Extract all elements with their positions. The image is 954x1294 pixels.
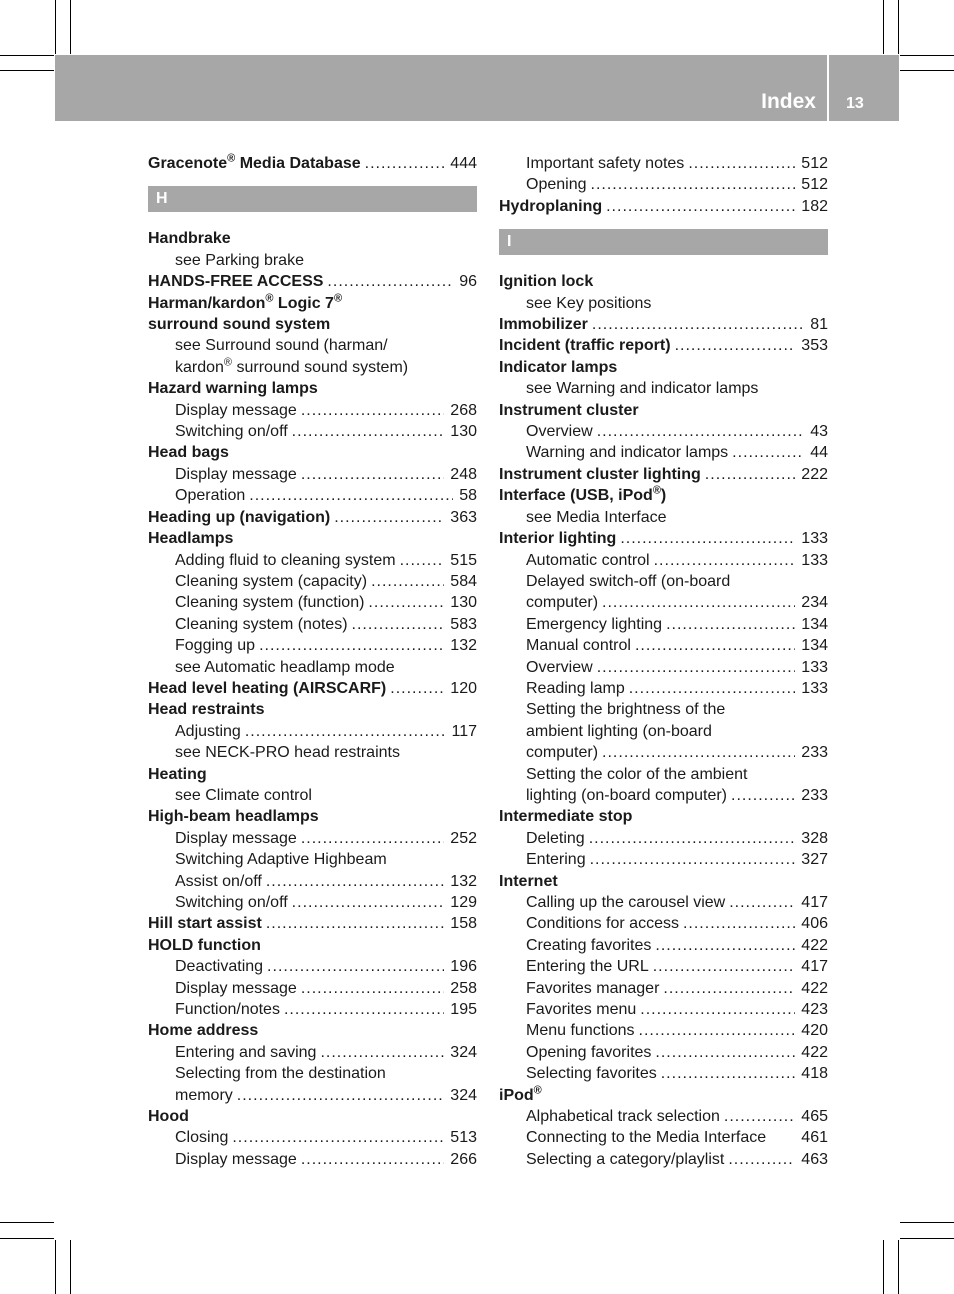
header-divider xyxy=(827,55,829,121)
index-subentry[interactable]: Selecting a category/playlist ..... 463 xyxy=(499,1149,828,1170)
index-entry-hands-free[interactable]: HANDS-FREE ACCESS ..... 96 xyxy=(148,271,477,292)
crop-mark xyxy=(70,1240,71,1294)
index-subentry[interactable]: Deleting ..... 328 xyxy=(499,828,828,849)
index-subentry[interactable]: Important safety notes ..... 512 xyxy=(499,153,828,174)
index-subentry[interactable]: Display message ..... 266 xyxy=(148,1149,477,1170)
section-header-i: I xyxy=(499,229,828,255)
index-subentry[interactable]: Assist on/off ..... 132 xyxy=(148,871,477,892)
index-see-reference[interactable]: see NECK-PRO head restraints xyxy=(175,744,400,762)
index-see-reference[interactable]: see Surround sound (harman/ xyxy=(175,337,388,355)
index-subentry-text: Setting the brightness of the xyxy=(526,701,726,719)
crop-mark xyxy=(898,1240,899,1294)
index-heading-ipod: iPod® xyxy=(499,1084,542,1104)
index-entry-immobilizer[interactable]: Immobilizer ..... 81 xyxy=(499,314,828,335)
index-entry-head-level-heating[interactable]: Head level heating (AIRSCARF) ..... 120 xyxy=(148,678,477,699)
index-subentry-text: Selecting from the destination xyxy=(175,1065,386,1083)
index-entry-incident[interactable]: Incident (traffic report) ..... 353 xyxy=(499,335,828,356)
index-subentry-text: Switching Adaptive Highbeam xyxy=(175,851,387,869)
index-entry-interior-lighting[interactable]: Interior lighting ..... 133 xyxy=(499,528,828,549)
index-heading-internet: Internet xyxy=(499,872,558,890)
index-subentry[interactable]: Selecting favorites ..... 418 xyxy=(499,1063,828,1084)
index-subentry[interactable]: Favorites menu ..... 423 xyxy=(499,999,828,1020)
index-heading-headlamps: Headlamps xyxy=(148,530,234,548)
index-heading-interface: Interface (USB, iPod®) xyxy=(499,484,667,505)
index-subentry[interactable]: Entering the URL ..... 417 xyxy=(499,956,828,977)
index-see-reference[interactable]: see Automatic headlamp mode xyxy=(175,658,395,676)
index-subentry[interactable]: Warning and indicator lamps ..... 44 xyxy=(499,442,828,463)
crop-mark xyxy=(0,70,54,71)
index-heading-indicator-lamps: Indicator lamps xyxy=(499,358,618,376)
index-entry-gracenote[interactable]: Gracenote® Media Database ..... 444 xyxy=(148,153,477,174)
crop-mark xyxy=(898,0,899,54)
index-entry-hill-start[interactable]: Hill start assist ..... 158 xyxy=(148,913,477,934)
index-subentry[interactable]: Display message ..... 252 xyxy=(148,828,477,849)
index-subentry[interactable]: Display message ..... 248 xyxy=(148,464,477,485)
index-subentry[interactable]: Cleaning system (notes) ..... 583 xyxy=(148,614,477,635)
index-subentry[interactable]: Automatic control ..... 133 xyxy=(499,550,828,571)
index-subentry[interactable]: Manual control ..... 134 xyxy=(499,635,828,656)
crop-mark xyxy=(900,55,954,56)
index-heading-ignition-lock: Ignition lock xyxy=(499,273,594,291)
index-subentry[interactable]: Display message ..... 268 xyxy=(148,400,477,421)
index-subentry[interactable]: Switching on/off ..... 129 xyxy=(148,892,477,913)
index-subentry[interactable]: Conditions for access ..... 406 xyxy=(499,913,828,934)
index-subentry[interactable]: Emergency lighting ..... 134 xyxy=(499,614,828,635)
index-heading-harman-kardon: Harman/kardon® Logic 7® xyxy=(148,292,343,312)
index-subentry[interactable]: Overview ..... 133 xyxy=(499,657,828,678)
index-subentry[interactable]: Reading lamp ..... 133 xyxy=(499,678,828,699)
index-see-reference[interactable]: see Warning and indicator lamps xyxy=(526,380,759,398)
index-subentry[interactable]: Calling up the carousel view ..... 417 xyxy=(499,892,828,913)
index-subentry[interactable]: Cleaning system (function) ..... 130 xyxy=(148,592,477,613)
index-subentry[interactable]: Function/notes ..... 195 xyxy=(148,999,477,1020)
crop-mark xyxy=(0,55,54,56)
crop-mark xyxy=(900,1222,954,1223)
index-column-right xyxy=(499,153,828,1170)
index-subentry[interactable]: Opening favorites ..... 422 xyxy=(499,1042,828,1063)
index-heading-instrument-cluster: Instrument cluster xyxy=(499,401,639,419)
index-subentry[interactable]: Display message ..... 258 xyxy=(148,978,477,999)
index-heading-home-address: Home address xyxy=(148,1022,259,1040)
index-heading-hold-function: HOLD function xyxy=(148,936,261,954)
index-subentry[interactable]: Connecting to the Media Interface 461 xyxy=(526,1129,828,1147)
index-heading-intermediate-stop: Intermediate stop xyxy=(499,808,633,826)
crop-mark xyxy=(900,70,954,71)
crop-mark xyxy=(883,1240,884,1294)
index-subentry[interactable]: computer) ..... 233 xyxy=(499,742,828,763)
crop-mark xyxy=(55,0,56,54)
index-entry-instrument-cluster-lighting[interactable]: Instrument cluster lighting ..... 222 xyxy=(499,464,828,485)
index-subentry[interactable]: Alphabetical track selection ..... 465 xyxy=(499,1106,828,1127)
index-subentry-text: Delayed switch-off (on-board xyxy=(526,572,731,590)
crop-mark xyxy=(0,1238,54,1239)
index-heading-heating: Heating xyxy=(148,765,207,783)
index-heading-hazard-warning: Hazard warning lamps xyxy=(148,380,318,398)
index-heading-head-bags: Head bags xyxy=(148,444,229,462)
index-subentry[interactable]: Favorites manager ..... 422 xyxy=(499,978,828,999)
crop-mark xyxy=(900,1238,954,1239)
index-heading-harman-kardon-cont: surround sound system xyxy=(148,316,331,334)
index-subentry[interactable]: Fogging up ..... 132 xyxy=(148,635,477,656)
index-subentry[interactable]: Menu functions ..... 420 xyxy=(499,1020,828,1041)
section-header-h: H xyxy=(148,186,477,212)
index-see-reference[interactable]: see Parking brake xyxy=(175,251,304,269)
index-subentry[interactable]: Creating favorites ..... 422 xyxy=(499,935,828,956)
page-number: 13 xyxy=(846,95,864,112)
index-entry-hydroplaning[interactable]: Hydroplaning ..... 182 xyxy=(499,196,828,217)
index-see-reference[interactable]: see Key positions xyxy=(526,294,652,312)
index-subentry-text: ambient lighting (on-board xyxy=(526,722,712,740)
index-subentry[interactable]: Operation ..... 58 xyxy=(148,485,477,506)
index-subentry[interactable]: Entering and saving ..... 324 xyxy=(148,1042,477,1063)
index-subentry[interactable]: Switching on/off ..... 130 xyxy=(148,421,477,442)
index-heading-high-beam: High-beam headlamps xyxy=(148,808,319,826)
index-subentry[interactable]: Opening ..... 512 xyxy=(499,174,828,195)
index-see-reference-cont[interactable]: kardon® surround sound system) xyxy=(175,356,409,376)
crop-mark xyxy=(70,0,71,54)
index-see-reference[interactable]: see Media Interface xyxy=(526,508,667,526)
index-subentry[interactable]: Deactivating ..... 196 xyxy=(148,956,477,977)
index-subentry[interactable]: memory ..... 324 xyxy=(148,1085,477,1106)
index-column-left xyxy=(148,153,477,1170)
index-subentry[interactable]: Entering ..... 327 xyxy=(499,849,828,870)
index-heading-head-restraints: Head restraints xyxy=(148,701,265,719)
index-see-reference[interactable]: see Climate control xyxy=(175,786,312,804)
index-subentry[interactable]: Cleaning system (capacity) ..... 584 xyxy=(148,571,477,592)
index-heading-handbrake: Handbrake xyxy=(148,230,231,248)
crop-mark xyxy=(0,1222,54,1223)
index-subentry-text: Setting the color of the ambient xyxy=(526,765,748,783)
index-subentry[interactable]: Adding fluid to cleaning system ..... 515 xyxy=(148,550,477,571)
index-subentry[interactable]: Adjusting ..... 117 xyxy=(148,721,477,742)
index-subentry[interactable]: Closing ..... 513 xyxy=(148,1127,477,1148)
index-subentry[interactable]: computer) ..... 234 xyxy=(499,592,828,613)
index-heading-hood: Hood xyxy=(148,1108,189,1126)
index-entry-heading-up[interactable]: Heading up (navigation) ..... 363 xyxy=(148,507,477,528)
page-title: Index xyxy=(761,90,816,113)
crop-mark xyxy=(883,0,884,54)
crop-mark xyxy=(55,1240,56,1294)
index-subentry[interactable]: lighting (on-board computer) ..... 233 xyxy=(499,785,828,806)
index-subentry[interactable]: Overview ..... 43 xyxy=(499,421,828,442)
